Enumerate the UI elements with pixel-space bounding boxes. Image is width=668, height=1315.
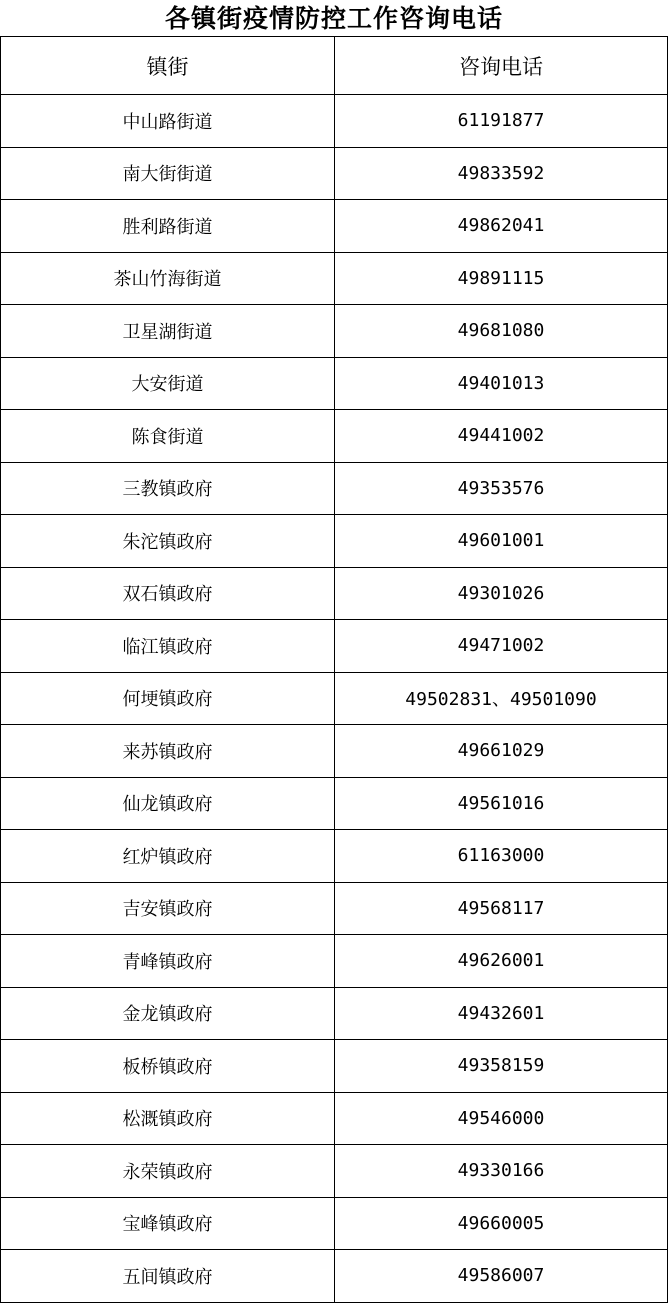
town-name-cell: 陈食街道: [1, 410, 335, 463]
phone-number-cell: 49891115: [335, 252, 668, 305]
town-name-cell: 茶山竹海街道: [1, 252, 335, 305]
town-name-cell: 南大街街道: [1, 147, 335, 200]
phone-number-cell: 49441002: [335, 410, 668, 463]
phone-number-cell: 49833592: [335, 147, 668, 200]
town-name-cell: 来苏镇政府: [1, 725, 335, 778]
phone-number-cell: 49546000: [335, 1092, 668, 1145]
phone-number-cell: 49502831、49501090: [335, 672, 668, 725]
table-row: [1, 1250, 668, 1303]
table-row: [1, 777, 668, 830]
phone-number-cell: 49601001: [335, 515, 668, 568]
town-name-cell: 五间镇政府: [1, 1250, 335, 1303]
town-name-cell: 红炉镇政府: [1, 830, 335, 883]
town-name-cell: 中山路街道: [1, 95, 335, 148]
table-row: [1, 567, 668, 620]
table-row: [1, 200, 668, 253]
table-row: [1, 935, 668, 988]
town-name-cell: 金龙镇政府: [1, 987, 335, 1040]
table-row: [1, 147, 668, 200]
town-name-cell: 三教镇政府: [1, 462, 335, 515]
phone-number-cell: 49301026: [335, 567, 668, 620]
table-row: [1, 252, 668, 305]
town-name-cell: 双石镇政府: [1, 567, 335, 620]
phone-number-cell: 49358159: [335, 1040, 668, 1093]
phone-number-cell: 49568117: [335, 882, 668, 935]
table-row: [1, 1145, 668, 1198]
table-row: [1, 1092, 668, 1145]
phone-number-cell: 49661029: [335, 725, 668, 778]
table-row: [1, 1197, 668, 1250]
phone-number-cell: 49660005: [335, 1197, 668, 1250]
column-header-town: 镇街: [1, 37, 335, 95]
town-name-cell: 青峰镇政府: [1, 935, 335, 988]
town-name-cell: 宝峰镇政府: [1, 1197, 335, 1250]
table-row: [1, 462, 668, 515]
town-name-cell: 何埂镇政府: [1, 672, 335, 725]
town-name-cell: 仙龙镇政府: [1, 777, 335, 830]
page-title: 各镇街疫情防控工作咨询电话: [164, 4, 503, 33]
table-body: [1, 95, 668, 1303]
town-name-cell: 永荣镇政府: [1, 1145, 335, 1198]
town-name-cell: 吉安镇政府: [1, 882, 335, 935]
table-row: [1, 672, 668, 725]
phone-number-cell: 61163000: [335, 830, 668, 883]
table-row: [1, 357, 668, 410]
phone-number-cell: 49471002: [335, 620, 668, 673]
town-name-cell: 松溉镇政府: [1, 1092, 335, 1145]
table-row: [1, 620, 668, 673]
phone-number-cell: 49626001: [335, 935, 668, 988]
town-name-cell: 胜利路街道: [1, 200, 335, 253]
phone-number-cell: 49330166: [335, 1145, 668, 1198]
table-row: [1, 987, 668, 1040]
phone-number-cell: 49432601: [335, 987, 668, 1040]
phone-number-cell: 49862041: [335, 200, 668, 253]
column-header-phone: 咨询电话: [335, 37, 668, 95]
phone-number-cell: 49401013: [335, 357, 668, 410]
town-name-cell: 临江镇政府: [1, 620, 335, 673]
table-header-row: [1, 37, 668, 95]
table-row: [1, 410, 668, 463]
town-name-cell: 板桥镇政府: [1, 1040, 335, 1093]
phone-number-cell: 49681080: [335, 305, 668, 358]
town-name-cell: 大安街道: [1, 357, 335, 410]
table-row: [1, 882, 668, 935]
contact-table: [0, 36, 668, 1303]
table-row: [1, 515, 668, 568]
table-row: [1, 725, 668, 778]
phone-number-cell: 49561016: [335, 777, 668, 830]
table-row: [1, 305, 668, 358]
town-name-cell: 卫星湖街道: [1, 305, 335, 358]
phone-number-cell: 61191877: [335, 95, 668, 148]
table-row: [1, 1040, 668, 1093]
phone-number-cell: 49353576: [335, 462, 668, 515]
table-row: [1, 95, 668, 148]
town-name-cell: 朱沱镇政府: [1, 515, 335, 568]
table-row: [1, 830, 668, 883]
phone-number-cell: 49586007: [335, 1250, 668, 1303]
